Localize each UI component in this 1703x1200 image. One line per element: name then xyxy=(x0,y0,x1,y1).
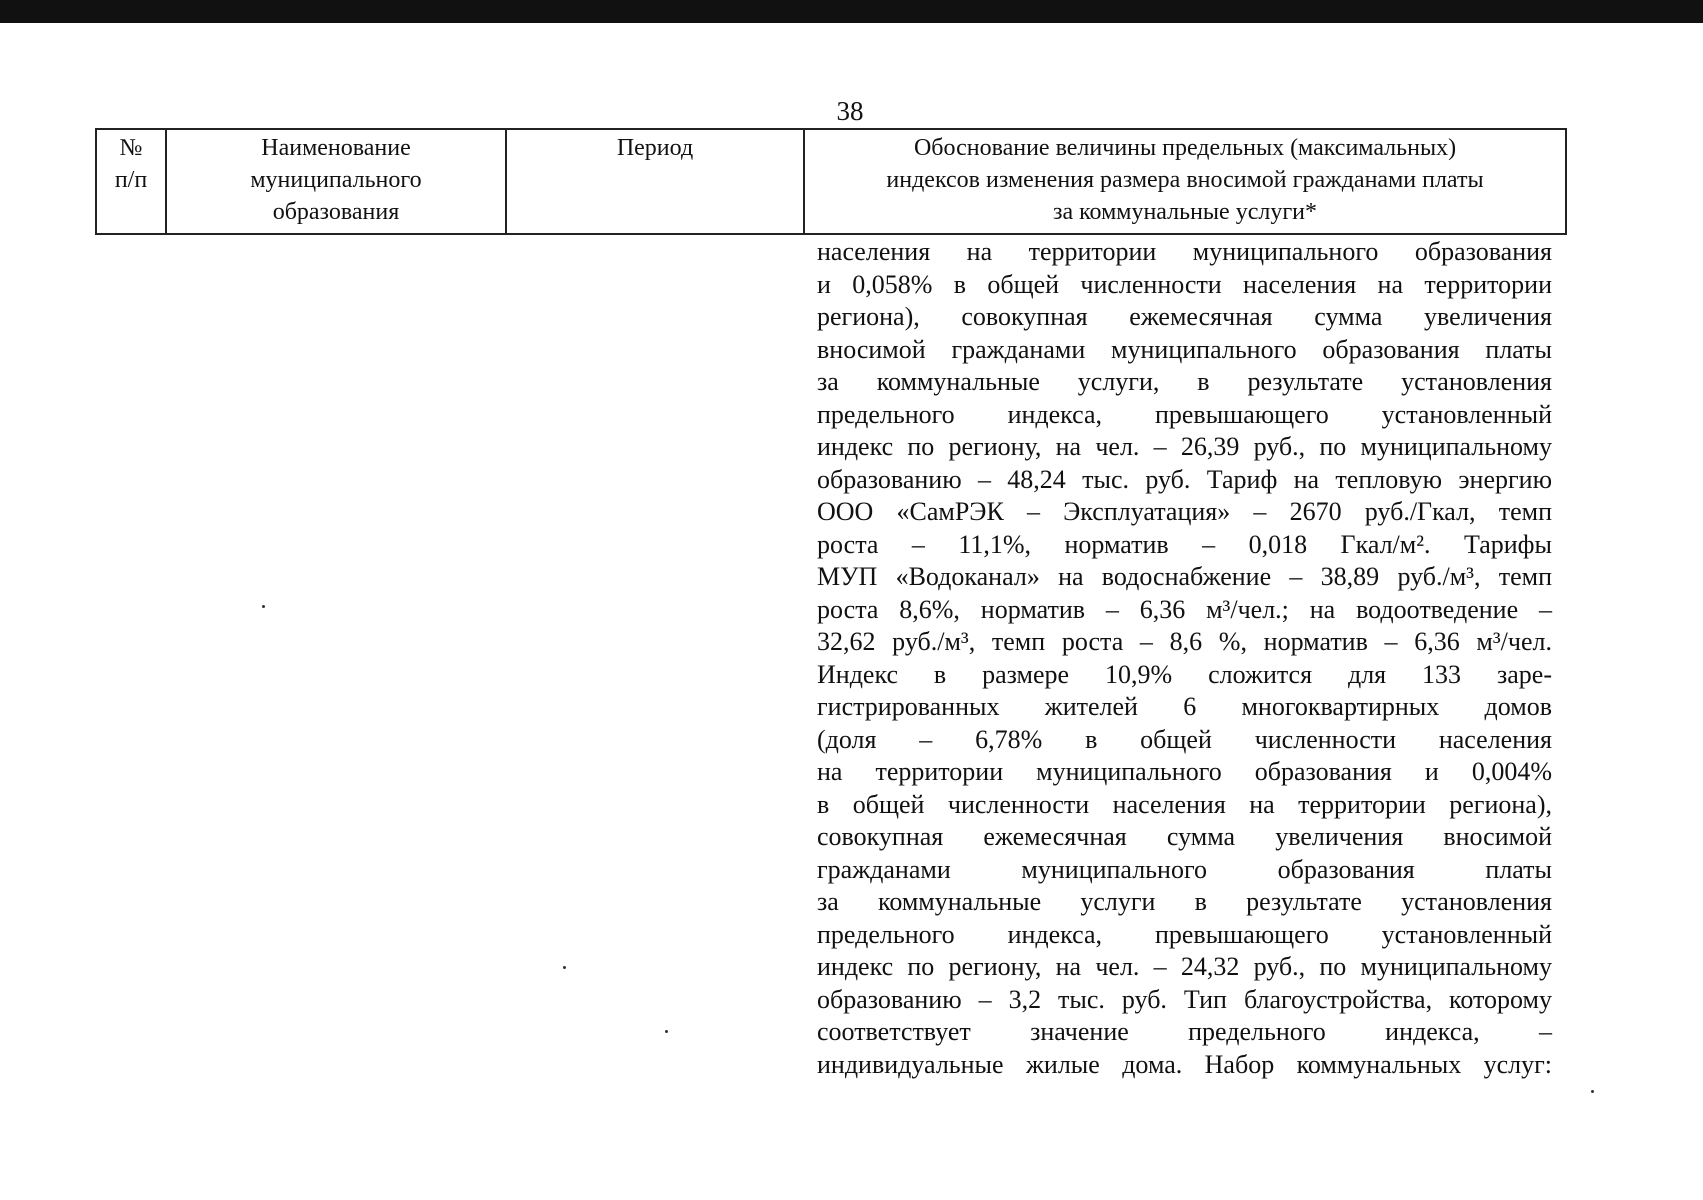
scan-speck xyxy=(665,1030,668,1033)
header-number xyxy=(96,129,166,234)
text-line: роста – 11,1%, норматив – 0,018 Гкал/м². Тарифы xyxy=(817,529,1552,559)
text-line: совокупная ежемесячная сумма увеличения вносимой xyxy=(817,822,1552,851)
text-line: Индекс в размере 10,9% сложится для 133 заре- xyxy=(817,659,1552,689)
scan-speck xyxy=(563,966,566,969)
text-line: (доля – 6,78% в общей численности населения xyxy=(817,724,1552,754)
scan-top-border xyxy=(0,0,1703,23)
page-number: 38 xyxy=(836,96,864,126)
scan-speck xyxy=(262,605,265,608)
text-line: образованию – 48,24 тыс. руб. Тариф на тепловую энергию xyxy=(817,464,1552,494)
text-line: 32,62 руб./м³, темп роста – 8,6 %, норматив – 6,36 м³/чел. xyxy=(817,627,1552,656)
text-line: за коммунальные услуги, в результате установления xyxy=(817,367,1552,396)
text-line: региона), совокупная ежемесячная сумма увеличения xyxy=(817,302,1552,331)
text-line: в общей численности населения на территории региона), xyxy=(817,789,1552,819)
text-line: роста 8,6%, норматив – 6,36 м³/чел.; на водоотведение – xyxy=(817,594,1552,624)
text-line: вносимой гражданами муниципального образования платы xyxy=(817,334,1552,364)
text-line: гистрированных жителей 6 многоквартирных домов xyxy=(817,692,1552,721)
text-line: индекс по региону, на чел. – 24,32 руб., по муниципальному xyxy=(817,952,1552,981)
text-line: ООО «СамРЭК – Эксплуатация» – 2670 руб./Гкал, темп xyxy=(817,497,1552,526)
header-number-text: № п/п xyxy=(114,135,148,193)
table-header xyxy=(95,128,1567,235)
text-line: образованию – 3,2 тыс. руб. Тип благоустройства, которому xyxy=(817,984,1552,1014)
justification-text xyxy=(817,236,1552,1081)
text-line: и 0,058% в общей численности населения на территории xyxy=(817,269,1552,299)
scan-speck xyxy=(1591,1090,1594,1093)
text-line: за коммунальные услуги в результате установления xyxy=(817,887,1552,916)
header-period xyxy=(506,129,804,234)
text-line: населения на территории муниципального образования xyxy=(817,237,1552,266)
text-line: индекс по региону, на чел. – 26,39 руб., по муниципальному xyxy=(817,432,1552,461)
text-line: индивидуальные жилые дома. Набор коммунальных услуг: xyxy=(817,1049,1552,1079)
header-justification xyxy=(804,129,1566,234)
text-line: соответствует значение предельного индекса, – xyxy=(817,1017,1552,1046)
text-line: предельного индекса, превышающего установленный xyxy=(817,919,1552,949)
header-period-text: Период xyxy=(616,135,694,161)
text-line: МУП «Водоканал» на водоснабжение – 38,89 руб./м³, темп xyxy=(817,562,1552,591)
header-justification-text: Обоснование величины предельных (максимальных) индексов изменения размера вносимой гражданами платы за коммунальные услуги* xyxy=(886,135,1484,225)
text-line: гражданами муниципального образования платы xyxy=(817,854,1552,884)
header-municipality xyxy=(166,129,506,234)
header-municipality-text: Наименование муниципального образования xyxy=(250,135,422,225)
text-line: на территории муниципального образования и 0,004% xyxy=(817,757,1552,786)
text-line: предельного индекса, превышающего установленный xyxy=(817,399,1552,429)
